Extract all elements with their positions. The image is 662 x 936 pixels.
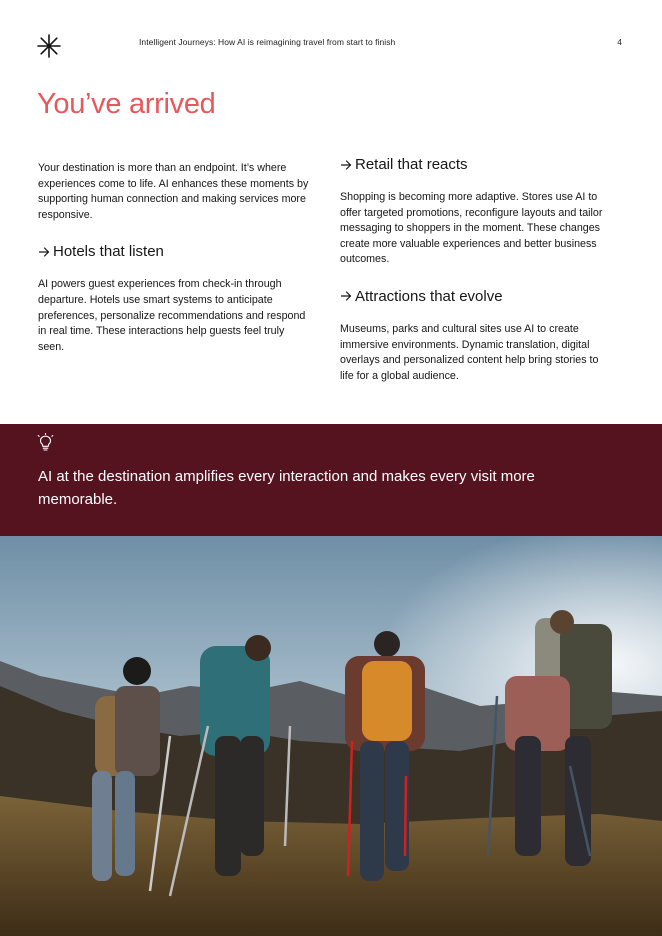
asterisk-logo-icon bbox=[37, 34, 61, 58]
hikers-photo bbox=[0, 536, 662, 936]
attractions-heading bbox=[340, 288, 610, 305]
page-number: 4 bbox=[617, 37, 622, 47]
hikers-illustration bbox=[0, 536, 662, 936]
page-title: You’ve arrived bbox=[37, 88, 216, 120]
hotels-paragraph: AI powers guest experiences from check-in through departure. Hotels use smart systems to anticipate preferences, personalize recommendations and respond in real time. These interactions help guests feel truly seen. bbox=[38, 278, 306, 353]
arrow-right-icon bbox=[340, 159, 352, 171]
left-column bbox=[38, 161, 313, 355]
arrow-right-icon bbox=[340, 290, 352, 302]
attractions-heading-label: Attractions that evolve bbox=[355, 287, 503, 305]
running-title: Intelligent Journeys: How AI is reimagining travel from start to finish bbox=[139, 37, 396, 47]
page-header bbox=[0, 0, 662, 80]
callout-text: AI at the destination amplifies every interaction and makes every visit more memorable. bbox=[38, 468, 535, 508]
lightbulb-icon bbox=[37, 433, 54, 452]
intro-paragraph: Your destination is more than an endpoint. It’s where experiences come to life. AI enhances these moments by supporting human connection and making services more responsive. bbox=[38, 162, 309, 221]
retail-heading bbox=[340, 156, 610, 173]
right-column bbox=[340, 156, 610, 384]
hotels-heading bbox=[38, 243, 313, 260]
attractions-paragraph: Museums, parks and cultural sites use AI to create immersive environments. Dynamic translation, digital overlays and personalized content help bring stories to life for a global audience. bbox=[340, 322, 599, 382]
arrow-right-icon bbox=[38, 246, 50, 258]
retail-heading-label: Retail that reacts bbox=[355, 156, 468, 173]
retail-paragraph: Shopping is becoming more adaptive. Stores use AI to offer targeted promotions, reconfigure layouts and tailor messaging to shoppers in the moment. These changes create more valuable experiences and better business outcomes. bbox=[340, 191, 603, 266]
hotels-heading-label: Hotels that listen bbox=[53, 243, 164, 261]
